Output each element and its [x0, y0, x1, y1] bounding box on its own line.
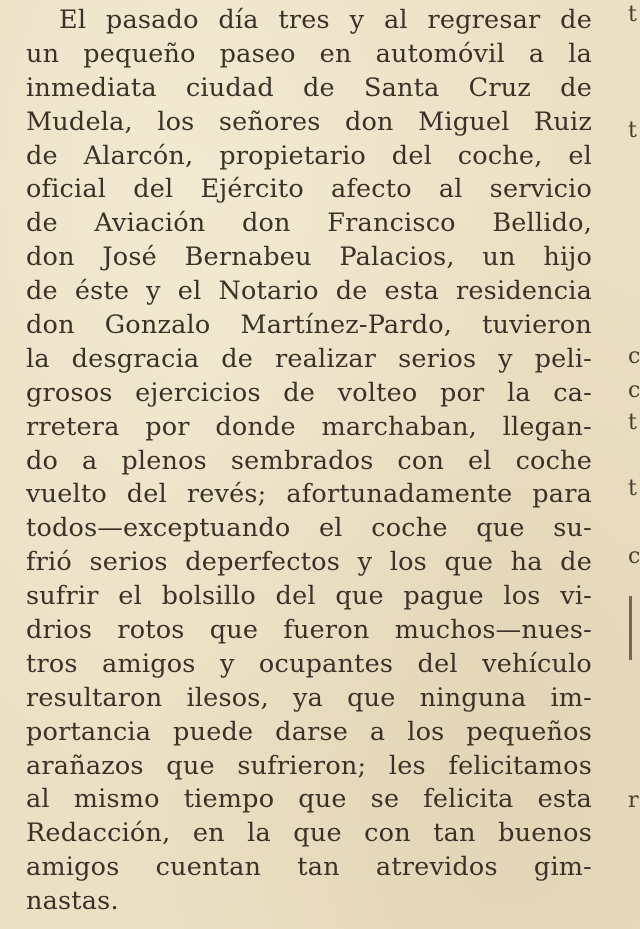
article-line: grosos ejercicios de volteo por la ca- [26, 377, 592, 408]
margin-glyph: c [628, 378, 640, 403]
article-line: vuelto del revés; afortunadamente para [26, 479, 592, 510]
article-line: de Aviación don Francisco Bellido, [26, 208, 592, 239]
margin-glyph: t [628, 476, 637, 501]
article-line: portancia puede darse a los pequeños [26, 716, 592, 747]
article-line: frió serios deperfectos y los que ha de [26, 547, 592, 578]
article-line: al mismo tiempo que se felicita esta [26, 784, 592, 815]
margin-glyph: c [628, 344, 640, 369]
article-line: Redacción, en la que con tan buenos [26, 818, 592, 849]
article-column [26, 4, 592, 919]
article-line: Mudela, los señores don Miguel Ruiz [26, 106, 592, 137]
article-line: de Alarcón, propietario del coche, el [26, 140, 592, 171]
article-line: oficial del Ejército afecto al servicio [26, 174, 592, 205]
article-line: la desgracia de realizar serios y peli- [26, 343, 592, 374]
article-line: arañazos que sufrieron; les felicitamos [26, 750, 592, 781]
column-rule-fragment [629, 596, 632, 660]
article-line: don Gonzalo Martínez-Pardo, tuvieron [26, 310, 592, 341]
article-line: do a plenos sembrados con el coche [26, 445, 592, 476]
article-line: todos—exceptuando el coche que su- [26, 513, 592, 544]
article-line: nastas. [26, 886, 119, 917]
article-line: inmediata ciudad de Santa Cruz de [26, 72, 592, 103]
article-line: amigos cuentan tan atrevidos gim- [26, 852, 592, 883]
margin-glyph: t [628, 410, 637, 435]
article-line: de éste y el Notario de esta residencia [26, 276, 592, 307]
margin-glyph: r [628, 788, 639, 813]
article-line: resultaron ilesos, ya que ninguna im- [26, 682, 592, 713]
article-line: rretera por donde marchaban, llegan- [26, 411, 592, 442]
article-line: tros amigos y ocupantes del vehículo [26, 648, 592, 679]
adjacent-column-edge [622, 0, 640, 929]
article-line: sufrir el bolsillo del que pague los vi- [26, 581, 592, 612]
article-line: un pequeño paseo en automóvil a la [26, 38, 592, 69]
article-line: don José Bernabeu Palacios, un hijo [26, 242, 592, 273]
article-line: drios rotos que fueron muchos—nues- [26, 615, 592, 646]
margin-glyph: t [628, 2, 637, 27]
article-line: El pasado día tres y al regresar de [59, 5, 592, 35]
margin-glyph: c [628, 544, 640, 569]
margin-glyph: t [628, 118, 637, 143]
